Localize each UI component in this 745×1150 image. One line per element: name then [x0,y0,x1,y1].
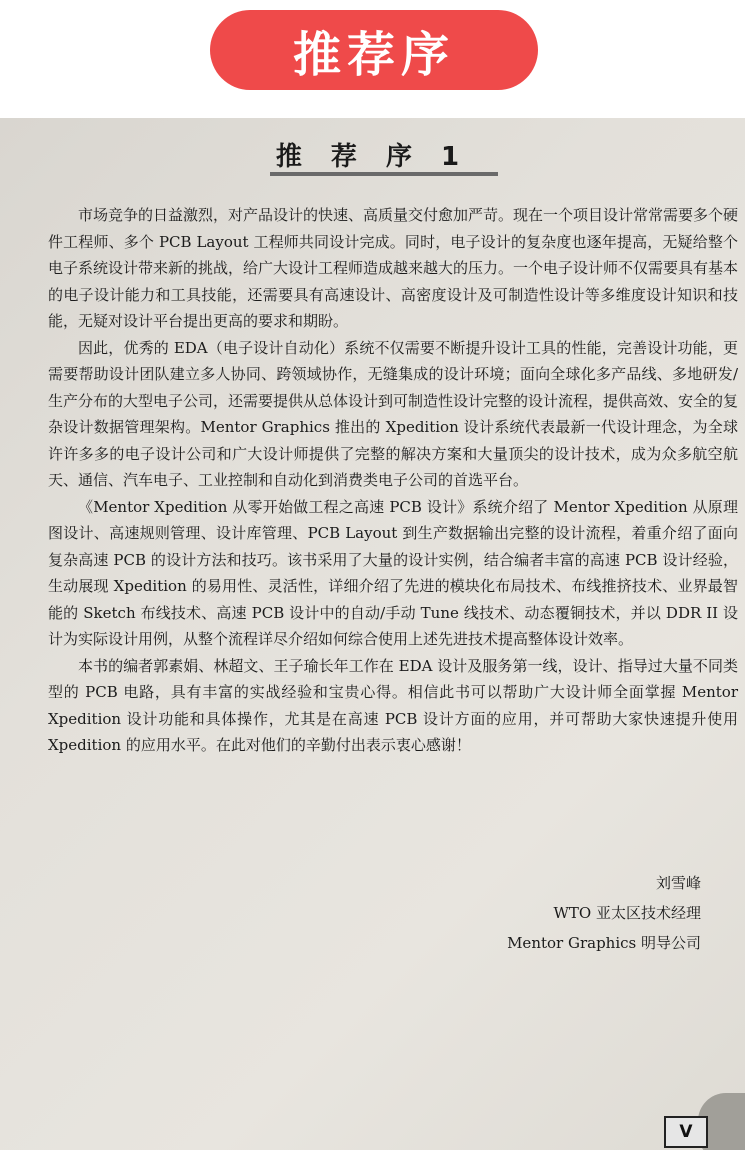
paragraph-2: 因此，优秀的 EDA（电子设计自动化）系统不仅需要不断提升设计工具的性能，完善设计功能，更需要帮助设计团队建立多人协同、跨领域协作，无缝集成的设计环境；面向全球化多产品线、多地研发/生产分布的大型电子公司，还需要提供从总体设计到可制造性设计完整的设计流程，提供高效、安全的复杂设计数据管理架构。Mentor Graphics 推出的 Xpedition 设计系统代表最新一代设计理念，为全球许许多多的电子设计公司和广大设计师提供了完整的解决方案和大量顶尖的设计技术，成为众多航空航天、通信、汽车电子、工业控制和自动化到消费类电子公司的首选平台。 [48,338,739,489]
book-page [0,118,745,1150]
title-underline [270,172,498,176]
page-number: V [664,1116,708,1148]
signature-name: 刘雪峰 [655,874,701,892]
signature-company: Mentor Graphics 明导公司 [507,934,701,952]
banner-label: 推荐序 [292,26,455,83]
signature-block [507,868,701,958]
paragraph-3: 《Mentor Xpedition 从零开始做工程之高速 PCB 设计》系统介绍了 Mentor Xpedition 从原理图设计、高速规则管理、设计库管理、PCB Layout 到生产数据输出完整的设计流程，着重介绍了面向复杂高速 PCB 的设计方法和技巧。该书采用了大量的设计实例，结合编者丰富的高速 PCB 设计经验，生动展现 Xpedition 的易用性、灵活性，详细介绍了先进的模块化布局技术、布线推挤技术、业界最智能的 Sketch 布线技术、高速 PCB 设计中的自动/手动 Tune 线技术、动态覆铜技术，并以 DDR II 设计为实际设计用例，从整个流程详尽介绍如何综合使用上述先进技术提高整体设计效率。 [48,497,738,648]
page-title: 推 荐 序 1 [275,142,470,172]
section-banner [210,10,538,90]
paragraph-4: 本书的编者郭素娟、林超文、王子瑜长年工作在 EDA 设计及服务第一线，设计、指导过大量不同类型的 PCB 电路，具有丰富的实战经验和宝贵心得。相信此书可以帮助广大设计师全面掌握 Mentor Xpedition 设计功能和具体操作，尤其是在高速 PCB 设计方面的应用，并可帮助大家快速提升使用 Xpedition 的应用水平。在此对他们的辛勤付出表示衷心感谢！ [48,656,738,754]
signature-position: WTO 亚太区技术经理 [553,904,701,922]
body-text [48,202,738,759]
paragraph-1: 市场竞争的日益激烈，对产品设计的快速、高质量交付愈加严苛。现在一个项目设计常常需要多个硬件工程师、多个 PCB Layout 工程师共同设计完成。同时，电子设计的复杂度也逐年提高，无疑给整个电子系统设计带来新的挑战，给广大设计工程师造成越来越大的压力。一个电子设计师不仅需要具有基本的电子设计能力和工具技能，还需要具有高速设计、高密度设计及可制造性设计等多维度设计知识和技能，无疑对设计平台提出更高的要求和期盼。 [48,206,739,330]
